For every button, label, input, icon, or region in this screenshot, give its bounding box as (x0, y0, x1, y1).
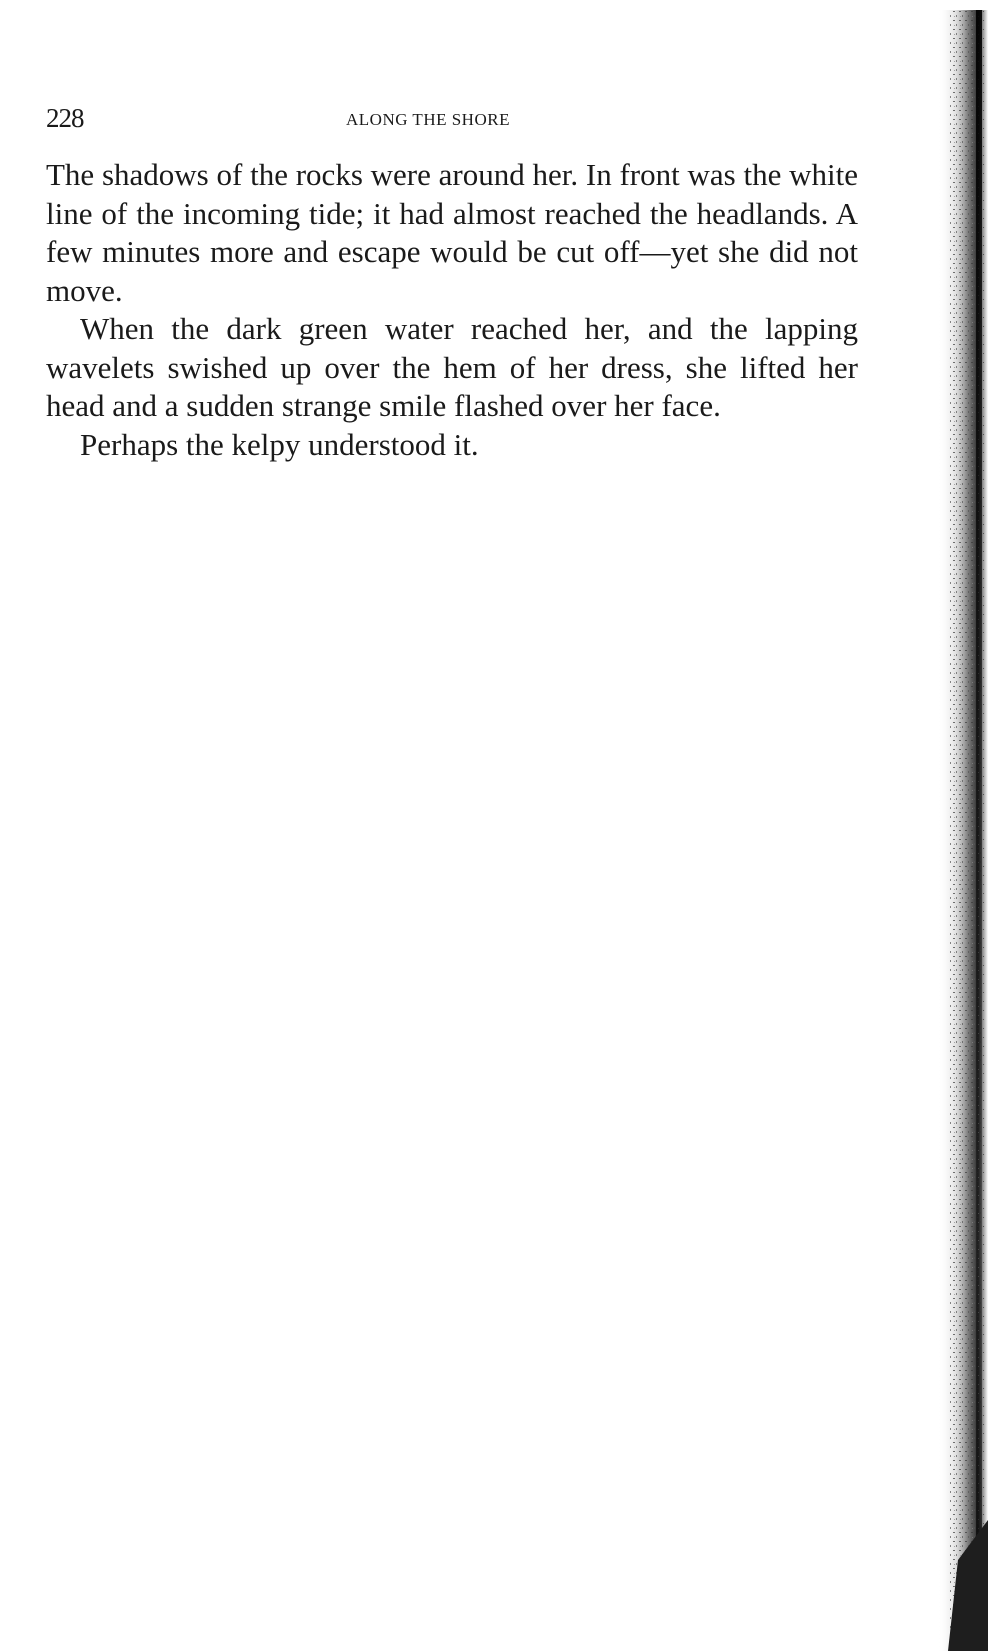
running-head (46, 100, 906, 140)
paragraph-2: When the dark green water reached her, and the lapping wavelets swished up over the hem of her dress, she lifted her head and a sudden strange smile flashed over her face. (46, 311, 858, 423)
page-number: 228 (46, 103, 84, 133)
binding-edge-shadow (928, 0, 1000, 1651)
paragraph-1: The shadows of the rocks were around her. In front was the white line of the incoming tide; it had almost reached the headlands. A few minutes more and escape would be cut off—yet she did not move. (46, 157, 858, 308)
running-title: ALONG THE SHORE (346, 110, 510, 129)
body-text (46, 156, 858, 464)
paragraph-3: Perhaps the kelpy understood it. (80, 426, 479, 462)
